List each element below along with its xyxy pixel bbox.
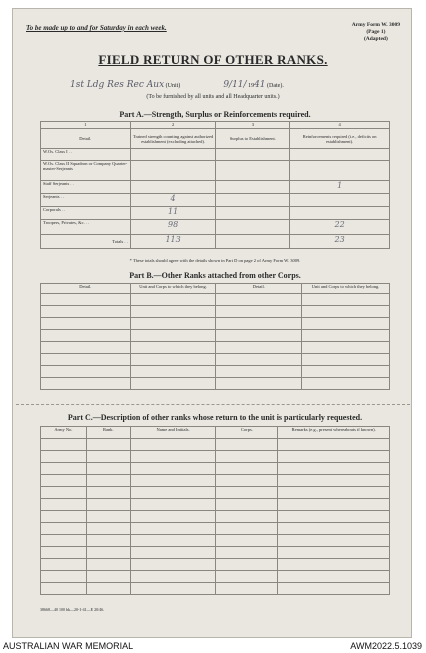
page-number: (Page 1) <box>366 29 386 35</box>
row-surplus <box>216 220 290 235</box>
part-b-table <box>40 283 390 390</box>
row-trained: 4 <box>130 194 216 207</box>
row-reinf <box>290 194 390 207</box>
row-reinf <box>290 161 390 181</box>
part-c-table <box>40 426 390 595</box>
table-row <box>41 463 390 475</box>
date-label: (Date). <box>267 83 284 89</box>
table-row <box>41 294 390 306</box>
table-row <box>41 366 390 378</box>
table-row <box>41 342 390 354</box>
part-a-heading: Part A.—Strength, Surplus or Reinforcements required. <box>119 110 311 119</box>
form-title: FIELD RETURN OF OTHER RANKS. <box>98 52 328 67</box>
table-row <box>41 207 390 220</box>
table-row <box>41 378 390 390</box>
col-header-unit: Unit and Corps to which they belong. <box>302 284 390 294</box>
col-header-trained: Trained strength counting against authorized establishment (excluding attached). <box>130 129 216 149</box>
col-number: 2 <box>130 122 216 129</box>
col-header-remarks: Remarks (e.g., present whereabouts if known). <box>278 427 390 439</box>
footer-left: AUSTRALIAN WAR MEMORIAL <box>3 641 134 651</box>
unit-handwritten: 1st Ldg Res Rec Aux <box>70 80 165 90</box>
year-handwritten: 41 <box>254 80 266 90</box>
col-number: 1 <box>41 122 131 129</box>
row-surplus <box>216 149 290 161</box>
table-row <box>41 451 390 463</box>
row-detail: Troopers, Privates, &c. . . <box>41 220 131 235</box>
print-code: 38668—40 100 bk—20-1-41—E 20/46. <box>40 607 105 612</box>
table-row <box>41 149 390 161</box>
top-note: To be made up to and for Saturday in each week. <box>26 24 167 32</box>
row-detail: Staff Serjeants . . <box>41 181 131 194</box>
row-surplus <box>216 194 290 207</box>
part-b-heading: Part B.—Other Ranks attached from other Corps. <box>129 271 301 280</box>
table-row <box>41 535 390 547</box>
col-header-detail: Detail. <box>216 284 302 294</box>
row-reinf: 1 <box>290 181 390 194</box>
table-row <box>41 330 390 342</box>
col-header-unit: Unit and Corps to which they belong. <box>130 284 216 294</box>
army-form-number: Army Form W. 3009 <box>351 22 400 28</box>
totals-note: * These totals should agree with the details shown in Part D on page 2 of Army Form W. 3009. <box>129 258 301 263</box>
table-row <box>41 439 390 451</box>
table-row <box>41 499 390 511</box>
col-header-name: Name and Initials. <box>130 427 216 439</box>
col-number: 4 <box>290 122 390 129</box>
table-row <box>41 475 390 487</box>
row-detail: W.Os. Class I . . <box>41 149 131 161</box>
row-reinf: 23 <box>290 235 390 249</box>
row-surplus <box>216 235 290 249</box>
col-header-corps: Corps. <box>216 427 278 439</box>
table-row <box>41 318 390 330</box>
table-row <box>41 583 390 595</box>
table-row <box>41 523 390 535</box>
row-trained: 98 <box>130 220 216 235</box>
totals-row <box>41 235 390 249</box>
furnish-note: (To be furnished by all units and all Headquarter units.) <box>146 94 280 100</box>
col-header-detail: Detail. <box>41 129 131 149</box>
adapted-label: (Adapted) <box>363 36 388 42</box>
footer-right: AWM2022.5.1039 <box>350 641 422 651</box>
table-row <box>41 547 390 559</box>
part-a-table <box>40 121 390 249</box>
table-row <box>41 161 390 181</box>
row-trained <box>130 181 216 194</box>
row-reinf: 22 <box>290 220 390 235</box>
row-surplus <box>216 207 290 220</box>
table-row <box>41 559 390 571</box>
row-surplus <box>216 181 290 194</box>
row-trained: 11 <box>130 207 216 220</box>
table-row <box>41 487 390 499</box>
row-detail: Serjeants . . <box>41 194 131 207</box>
fold-line <box>16 404 410 405</box>
col-header-army-no: Army No. <box>41 427 87 439</box>
unit-label: (Unit) <box>165 83 181 89</box>
row-detail: W.Os. Class II Squadron or Company Quarter-master-Serjeants <box>41 161 131 181</box>
unit-line <box>70 80 284 90</box>
year-prefix: 19 <box>248 83 255 89</box>
army-form-label <box>352 22 400 43</box>
part-c-heading: Part C.—Description of other ranks whose return to the unit is particularly requested. <box>67 413 363 422</box>
row-trained <box>130 161 216 181</box>
row-reinf <box>290 149 390 161</box>
row-trained: 113 <box>130 235 216 249</box>
table-row <box>41 306 390 318</box>
table-row <box>41 354 390 366</box>
col-header-rank: Rank. <box>86 427 130 439</box>
col-header-surplus: Surplus to Establishment. <box>216 129 290 149</box>
table-row <box>41 181 390 194</box>
table-row <box>41 571 390 583</box>
date-handwritten: 9/11/ <box>223 80 247 90</box>
col-header-reinf: Reinforcements required (i.e., deficits on establishment). <box>290 129 390 149</box>
col-header-detail: Detail. <box>41 284 131 294</box>
row-surplus <box>216 161 290 181</box>
row-detail: Totals . . <box>41 235 131 249</box>
row-reinf <box>290 207 390 220</box>
col-number: 3 <box>216 122 290 129</box>
table-row <box>41 511 390 523</box>
row-trained <box>130 149 216 161</box>
table-row <box>41 194 390 207</box>
row-detail: Corporals . . <box>41 207 131 220</box>
table-row <box>41 220 390 235</box>
